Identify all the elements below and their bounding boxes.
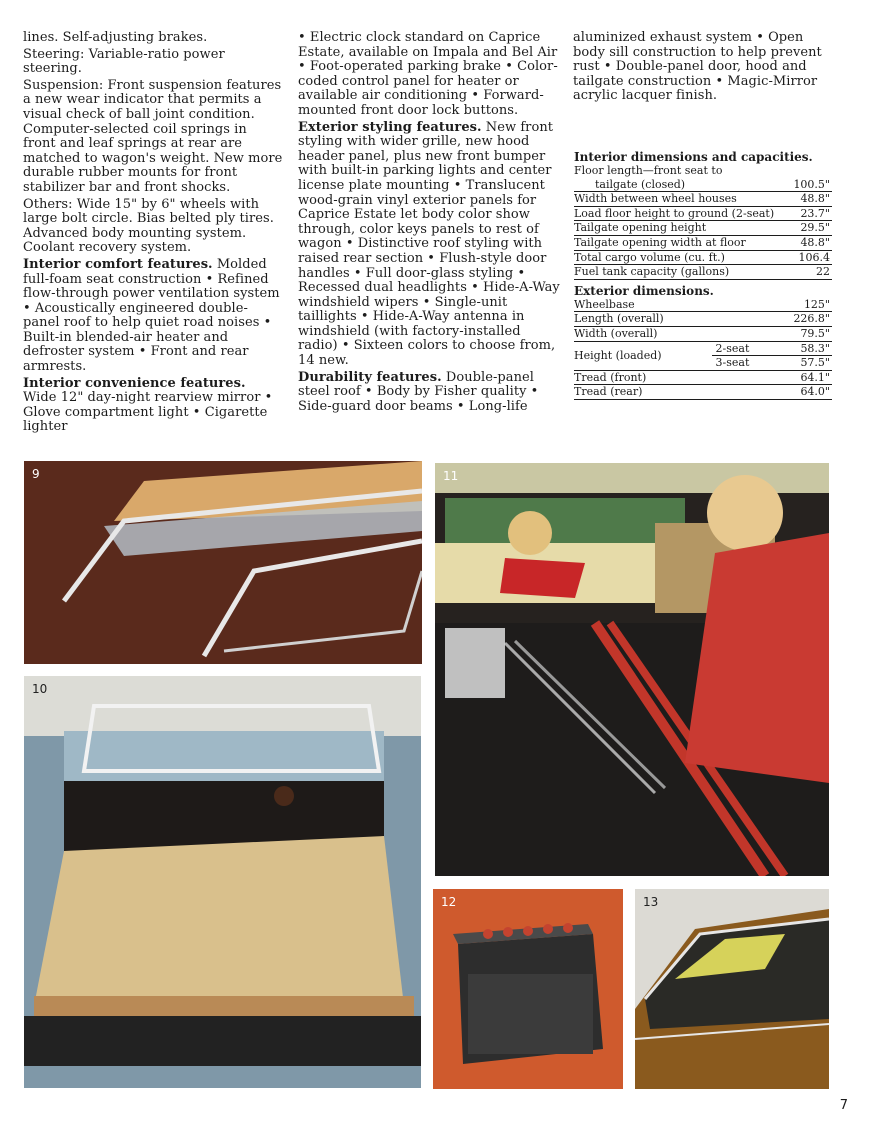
photo-tape-player	[433, 889, 623, 1089]
photo-roof-trim-illustration	[24, 461, 422, 664]
photo-wagon-cargo-illustration	[24, 676, 421, 1088]
table-cell-label: Load floor height to ground (2-seat)	[574, 206, 791, 221]
table-row	[574, 164, 832, 192]
spec-tables	[574, 150, 832, 400]
table-cell-value: 29.5"	[791, 221, 832, 236]
table-row	[574, 235, 832, 250]
table-row: Height (loaded) 2-seat 58.3"	[574, 341, 832, 356]
photo-number: 13	[643, 895, 659, 909]
text-column-1	[23, 31, 283, 437]
paragraph-steering: Steering: Variable-ratio power steering.	[23, 46, 225, 77]
table-cell-value: 48.8"	[791, 192, 832, 207]
table-row: Length (overall) 226.8"	[574, 312, 830, 326]
table-cell-value: 100.5"	[791, 164, 832, 192]
table-cell-label: Floor length—front seat to tailgate (closed)	[574, 164, 791, 192]
photo-side-window-illustration	[635, 889, 829, 1089]
table-cell-label: Total cargo volume (cu. ft.)	[574, 250, 791, 265]
table-row	[574, 221, 832, 236]
table-cell-label: Tailgate opening width at floor	[574, 235, 791, 250]
photo-roof-trim	[24, 461, 422, 664]
paragraph-others: Others: Wide 15" by 6" wheels with large bolt circle. Bias belted ply tires. Advanced body mounting system. Coolant recovery system.	[23, 196, 274, 256]
table-row	[574, 265, 832, 280]
paragraph-durability-cont: aluminized exhaust system • Open body sill construction to help prevent rust • Double-panel door, hood and tailgate construction • Magic-Mirror acrylic lacquer finish.	[573, 30, 822, 104]
heading-interior-comfort: Interior comfort features.	[23, 256, 213, 272]
photo-wagon-cargo	[24, 676, 421, 1088]
table-row: Tread (front) 64.1"	[574, 370, 830, 384]
table-cell-value: 106.4	[791, 250, 832, 265]
interior-dimensions-title: Interior dimensions and capacities.	[574, 150, 813, 164]
paragraph-interior-convenience: Interior convenience features. Wide 12" day-night rearview mirror • Glove compartment light • Cigarette lighter	[23, 375, 273, 435]
photo-tape-player-illustration	[433, 889, 623, 1089]
paragraph-interior-comfort: Interior comfort features. Molded full-foam seat construction • Refined flow-through power ventilation system • Acoustically engineered double-panel roof to help quiet road noises • Built-in blended-air heater and defroster system • Front and rear armrests.	[23, 256, 280, 375]
photo-side-window	[635, 889, 829, 1089]
table-row	[574, 192, 832, 207]
table-row: Wheelbase 125"	[574, 297, 830, 311]
table-cell-label: Fuel tank capacity (gallons)	[574, 265, 791, 280]
exterior-dimensions-table	[574, 298, 832, 400]
paragraph-exterior-styling: Exterior styling features. New front styling with wider grille, new hood header panel, plus new front bumper with built-in parking lights and center license plate mounting • Translucent wood-grain vinyl exterior panels for Caprice Estate let body color show through, color keys panels to rest of wagon • Distinctive roof styling with raised rear section • Flush-style door handles • Full door-glass styling • Recessed dual headlights • Hide-A-Way windshield wipers • Single-unit taillights • Hide-A-Way antenna in windshield (with factory-installed radio) • Sixteen colors to choose from, 14 new.	[298, 119, 560, 369]
table-row: Width (overall) 79.5"	[574, 326, 830, 340]
interior-dimensions-table	[574, 164, 832, 280]
paragraph-convenience-cont: • Electric clock standard on Caprice Estate, available on Impala and Bel Air • Foot-operated parking brake • Color-coded control panel for heater or available air conditioning • Forward-mounted front door lock buttons.	[298, 30, 558, 118]
text-column-2	[298, 31, 560, 416]
photo-skis-interior-illustration	[435, 463, 829, 876]
table-cell-value: 48.8"	[791, 235, 832, 250]
photo-number: 10	[32, 682, 48, 696]
paragraph-durability: Durability features. Double-panel steel roof • Body by Fisher quality • Side-guard door beams • Long-life	[298, 369, 539, 414]
heading-durability: Durability features.	[298, 369, 442, 385]
table-row	[574, 250, 832, 265]
heading-exterior-styling: Exterior styling features.	[298, 119, 482, 135]
paragraph-suspension: Suspension: Front suspension features a new wear indicator that permits a visual check of ball joint condition. Computer-selected coil springs in front and leaf springs at rear are matched to wagon's weight. New more durable rubber mounts for front stabilizer bar and front shocks.	[23, 77, 283, 195]
text-column-3	[573, 31, 831, 106]
table-row	[574, 206, 832, 221]
photo-number: 11	[443, 469, 459, 483]
page-number: 7	[839, 1098, 848, 1113]
photo-skis-interior	[435, 463, 829, 876]
paragraph-brakes: lines. Self-adjusting brakes.	[23, 30, 208, 45]
table-row: Tread (rear) 64.0"	[574, 385, 830, 399]
table-cell-label: Tailgate opening height	[574, 221, 791, 236]
table-cell-label: Width between wheel houses	[574, 192, 791, 207]
table-cell-value: 23.7"	[791, 206, 832, 221]
table-row: 3-seat 57.5"	[574, 356, 832, 371]
photo-number: 9	[32, 467, 40, 481]
table-cell-value: 22	[791, 265, 832, 280]
photo-number: 12	[441, 895, 457, 909]
heading-interior-convenience: Interior convenience features.	[23, 375, 246, 391]
exterior-dimensions-title: Exterior dimensions.	[574, 283, 714, 298]
